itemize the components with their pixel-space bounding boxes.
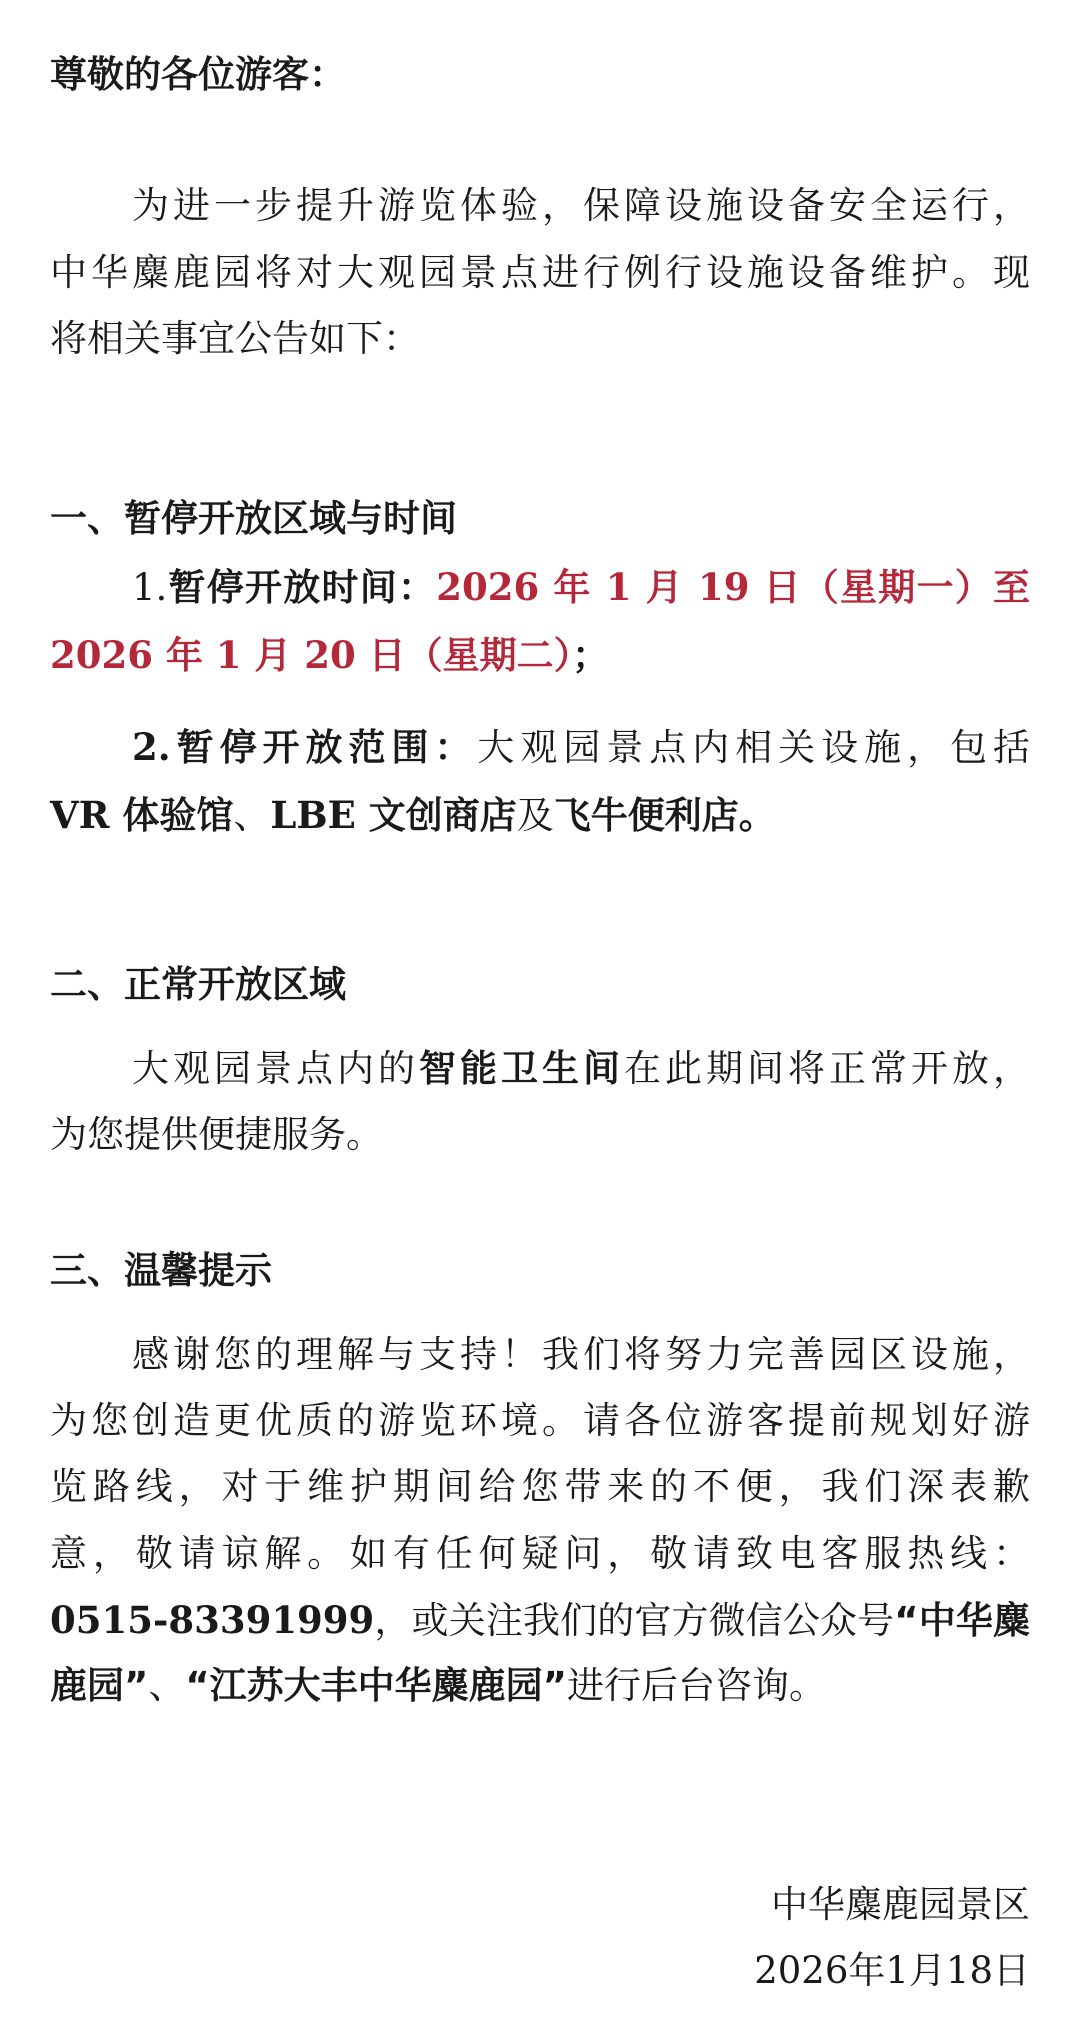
section3-mid: ，或关注我们的官方微信公众号 [374,1599,895,1642]
wechat-account-1-part2: 鹿园 [50,1664,124,1707]
quote-close-1: ” [124,1664,149,1707]
item1-label: 暂停开放时间： [167,566,437,609]
section3-line2: 为您创造更优质的游览环境。请各位游客提前规划好游 [50,1399,1030,1442]
section2-pre: 大观园景点内的 [132,1047,419,1090]
item2-label: 暂停开放范围： [170,726,478,769]
item2-vr: VR 体验馆 [50,793,234,837]
section3-sep: 、 [148,1664,186,1707]
intro-line-3: 将相关事宜公告如下： [50,317,420,360]
signature-date: 2026年1月18日 [754,1949,1030,1992]
item2-number: 2. [132,725,171,769]
item1-date-start: 2026 年 1 月 19 日（星期一）至 [436,565,1031,609]
section1-item2-line2 [50,790,776,841]
greeting: 尊敬的各位游客： [50,53,346,96]
item2-sep: 、 [233,794,271,837]
section2-line1 [132,1044,1030,1094]
section3-line1: 感谢您的理解与支持！我们将努力完善园区设施， [132,1333,1030,1376]
section3-line6 [50,1661,826,1711]
item1-number: 1. [132,566,168,609]
item1-end: ； [572,634,610,677]
quote-open-2: “ [185,1664,210,1707]
wechat-account-2: 江苏大丰中华麋鹿园 [209,1664,543,1707]
section3-line3: 览路线，对于维护期间给您带来的不便，我们深表歉 [50,1465,1030,1508]
intro-line-1: 为进一步提升游览体验，保障设施设备安全运行， [132,184,1030,227]
section3-end: 进行后台咨询。 [566,1664,826,1707]
section3-line4: 意，敬请谅解。如有任何疑问，敬请致电客服热线： [50,1532,1030,1575]
section2-post: 在此期间将正常开放， [624,1047,1030,1090]
section3-heading: 三、温馨提示 [50,1249,272,1292]
section3-line5 [50,1595,1030,1646]
notice-document [50,0,1030,2039]
intro-line-2: 中华麋鹿园将对大观园景点进行例行设施设备维护。现 [50,251,1030,294]
quote-open-1: “ [894,1599,919,1642]
section1-item2-line1 [132,722,1030,773]
signature-org: 中华麋鹿园景区 [771,1883,1030,1926]
wechat-account-1-part1: 中华麋 [918,1599,1031,1642]
hotline-number: 0515-83391999 [50,1598,375,1642]
item2-store: 飞牛便利店。 [553,794,776,837]
section2-heading: 二、正常开放区域 [50,963,346,1006]
item1-date-end: 2026 年 1 月 20 日（星期二） [50,633,573,677]
section1-heading: 一、暂停开放区域与时间 [50,497,457,540]
item2-text: 大观园景点内相关设施，包括 [477,726,1031,769]
item2-lbe: LBE 文创商店 [270,793,517,837]
section1-item1-line1 [132,562,1030,613]
section2-line2: 为您提供便捷服务。 [50,1113,383,1156]
item2-and: 及 [516,794,554,837]
section2-bold: 智能卫生间 [419,1047,624,1090]
section1-item1-line2 [50,630,609,681]
quote-close-2: ” [542,1664,567,1707]
